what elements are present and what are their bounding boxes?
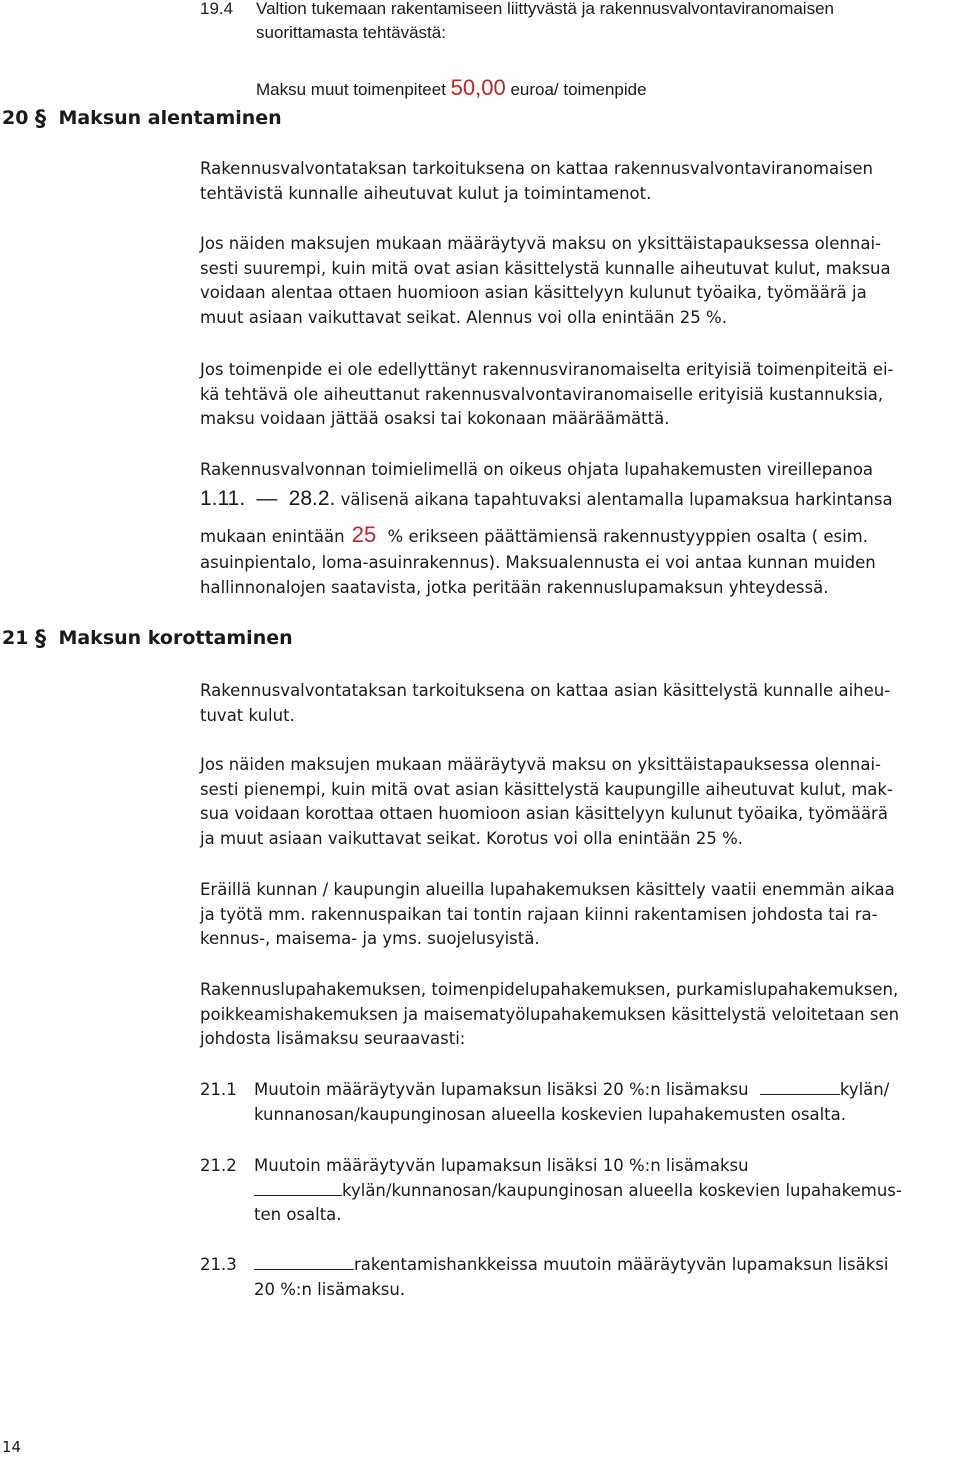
text-line: sua voidaan korottaa ottaen huomioon asian käsittelyyn kulunut työaika, työmäärä bbox=[200, 804, 888, 823]
text-line: hallinnonalojen saatavista, jotka peritään rakennuslupamaksun yhteydessä. bbox=[200, 577, 829, 597]
item-number: 21.1 bbox=[200, 1080, 237, 1099]
max-discount-pre: mukaan enintään bbox=[200, 527, 345, 546]
text-line: Jos näiden maksujen mukaan määräytyvä maksu on yksittäistapauksessa olennai- bbox=[200, 755, 881, 774]
item-line: 20 %:n lisämaksu. bbox=[254, 1279, 406, 1299]
section-20-paragraph-1 bbox=[200, 157, 960, 206]
max-discount-post: % erikseen päättämiensä rakennustyyppien osalta ( esim. bbox=[387, 527, 868, 546]
text-line: Eräillä kunnan / kaupungin alueilla lupahakemuksen käsittely vaatii enemmän aikaa bbox=[200, 880, 895, 899]
section-20-number: 20 bbox=[2, 107, 29, 129]
item-line: Muutoin määräytyvän lupamaksun lisäksi 10 %:n lisämaksu bbox=[254, 1156, 749, 1175]
text-line: Rakennuslupahakemuksen, toimenpidelupahakemuksen, purkamislupahakemuksen, bbox=[200, 980, 899, 999]
text-line: kä tehtävä ole aiheuttanut rakennusvalvontaviranomaiselle erityisiä kustannuksia, bbox=[200, 384, 884, 404]
item-number: 21.3 bbox=[200, 1255, 237, 1274]
text-line: Rakennusvalvonnan toimielimellä on oikeus ohjata lupahakemusten vireillepanoa bbox=[200, 460, 874, 479]
page-number: 14 bbox=[2, 1438, 22, 1456]
text-line: Rakennusvalvontataksan tarkoituksena on kattaa asian käsittelystä kunnalle aiheu- bbox=[200, 681, 891, 700]
text-line: voidaan alentaa ottaen huomioon asian käsittelyyn kulunut työaika, työmäärä ja bbox=[200, 283, 867, 302]
text-line: ja muut asiaan vaikuttavat seikat. Korotus voi olla enintään 25 %. bbox=[200, 828, 744, 848]
section-21-title: Maksun korottaminen bbox=[58, 627, 293, 649]
text-line: asuinpientalo, loma-asuinrakennus). Maksualennusta ei voi antaa kunnan muiden bbox=[200, 553, 876, 572]
date-to: 28.2. bbox=[288, 487, 336, 510]
intro-text: Valtion tukemaan rakentamiseen liittyvästä ja rakennusvalvontaviranomaisen bbox=[256, 0, 834, 18]
text-line: Jos toimenpide ei ole edellyttänyt rakennusviranomaiselta erityisiä toimenpiteitä ei- bbox=[200, 360, 894, 379]
svg-text:§: § bbox=[35, 627, 47, 650]
item-line: kunnanosan/kaupunginosan alueella koskevien lupahakemusten osalta. bbox=[254, 1104, 846, 1124]
text-line: sesti pienempi, kuin mitä ovat asian käsittelystä kaupungille aiheutuvat kulut, mak- bbox=[200, 779, 893, 799]
list-item-21-2 bbox=[200, 1154, 960, 1229]
text-line: kennus-, maisema- ja yms. suojelusyistä. bbox=[200, 929, 540, 948]
intro-line-1 bbox=[200, 0, 960, 21]
item-number: 21.2 bbox=[200, 1156, 237, 1175]
text-line: poikkeamishakemuksen ja maisematyölupahakemuksen käsittelystä veloitetaan sen bbox=[200, 1004, 900, 1024]
item-text: Muutoin määräytyvän lupamaksun lisäksi 20 %:n lisämaksu bbox=[254, 1080, 749, 1099]
section-sign-icon bbox=[34, 106, 48, 130]
item-text: kylän/kunnanosan/kaupunginosan alueella koskevien lupahakemus- bbox=[342, 1180, 902, 1200]
text-line: Jos näiden maksujen mukaan määräytyvä maksu on yksittäistapauksessa olennai- bbox=[200, 234, 881, 253]
date-dash: — bbox=[256, 487, 278, 510]
date-range-rest: välisenä aikana tapahtuvaksi alentamalla lupamaksua harkintansa bbox=[340, 490, 893, 509]
intro-number: 19.4 bbox=[200, 0, 234, 18]
section-20-paragraph-3 bbox=[200, 358, 960, 432]
fee-amount: 50,00 bbox=[450, 75, 506, 100]
section-21-paragraph-3 bbox=[200, 878, 960, 952]
section-sign-icon bbox=[34, 626, 48, 650]
text-line: Rakennusvalvontataksan tarkoituksena on kattaa rakennusvalvontaviranomaisen bbox=[200, 159, 873, 178]
section-21-paragraph-4 bbox=[200, 978, 960, 1052]
list-item-21-3 bbox=[200, 1253, 960, 1303]
section-20-heading bbox=[2, 106, 282, 130]
blank-field bbox=[254, 1255, 354, 1270]
fee-suffix: euroa/ toimenpide bbox=[510, 80, 647, 99]
max-discount-percent: 25 bbox=[351, 522, 377, 547]
section-21-number: 21 bbox=[2, 627, 29, 649]
item-line: ten osalta. bbox=[254, 1205, 342, 1224]
section-21-heading bbox=[2, 626, 293, 650]
text-line: tehtävistä kunnalle aiheutuvat kulut ja toimintamenot. bbox=[200, 183, 652, 203]
section-20-title: Maksun alentaminen bbox=[58, 107, 282, 129]
intro-line-2: suorittamasta tehtävästä: bbox=[256, 23, 446, 42]
section-20-paragraph-2 bbox=[200, 232, 960, 330]
blank-field bbox=[254, 1181, 342, 1196]
item-line bbox=[254, 1253, 960, 1278]
item-text: kylän/ bbox=[839, 1080, 890, 1099]
section-21-paragraph-2 bbox=[200, 753, 960, 851]
text-line: johdosta lisämaksu seuraavasti: bbox=[200, 1029, 466, 1048]
item-text: rakentamishankkeissa muutoin määräytyvän lupamaksun lisäksi bbox=[354, 1255, 889, 1274]
date-from: 1.11. bbox=[200, 487, 246, 510]
list-item-21-1 bbox=[200, 1078, 960, 1128]
section-20-paragraph-4-end bbox=[200, 551, 960, 600]
blank-field bbox=[760, 1080, 840, 1095]
text-line: tuvat kulut. bbox=[200, 705, 295, 725]
date-range-line bbox=[200, 485, 960, 514]
fee-line bbox=[256, 76, 956, 102]
text-line: muut asiaan vaikuttavat seikat. Alennus voi olla enintään 25 %. bbox=[200, 307, 727, 327]
item-line bbox=[254, 1179, 960, 1204]
text-line: sesti suurempi, kuin mitä ovat asian käsittelystä kunnalle aiheutuvat kulut, maksua bbox=[200, 258, 891, 278]
item-line bbox=[254, 1078, 960, 1103]
text-line: maksu voidaan jättää osaksi tai kokonaan määräämättä. bbox=[200, 409, 670, 428]
section-20-paragraph-4 bbox=[200, 458, 960, 483]
fee-prefix: Maksu muut toimenpiteet bbox=[256, 80, 446, 99]
max-discount-line bbox=[200, 521, 960, 551]
svg-text:§: § bbox=[35, 107, 47, 130]
section-21-paragraph-1 bbox=[200, 679, 960, 728]
text-line: ja työtä mm. rakennuspaikan tai tontin rajaan kiinni rakentamisen johdosta tai ra- bbox=[200, 904, 878, 924]
